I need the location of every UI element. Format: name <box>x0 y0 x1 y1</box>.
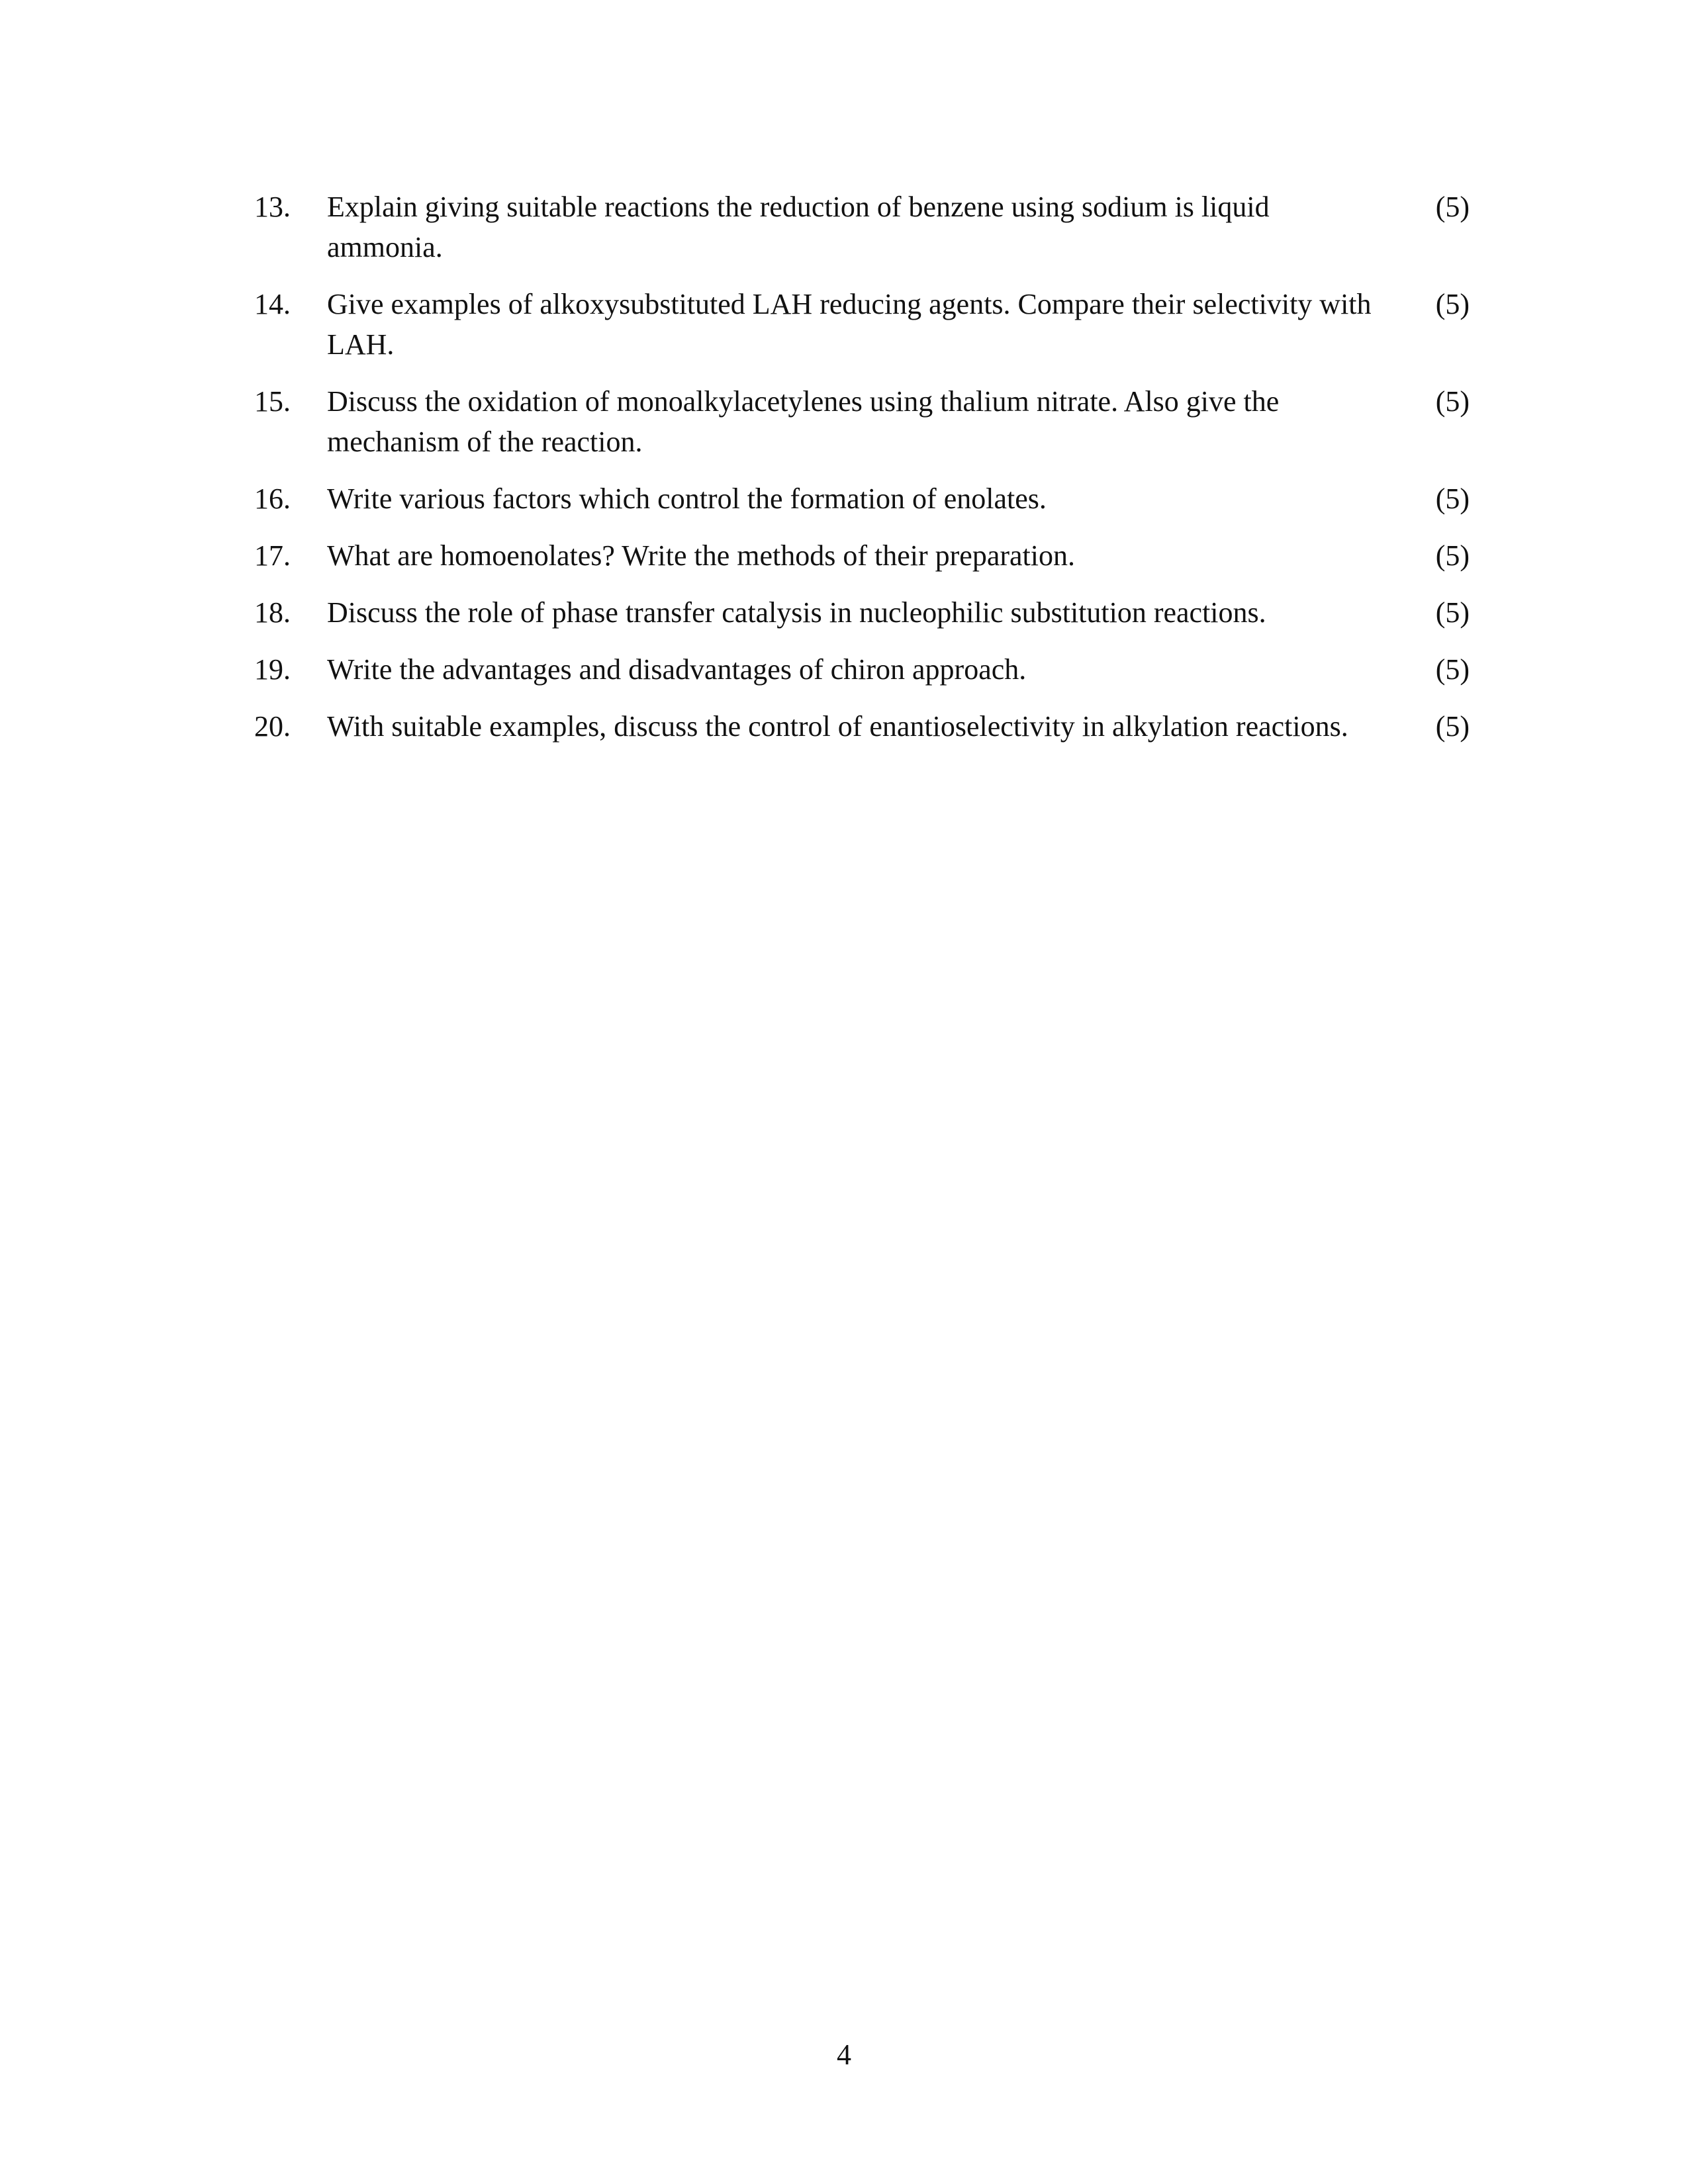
question-text: Write the advantages and disadvantages of chiron approach. <box>327 653 1027 686</box>
question-text: Explain giving suitable reactions the reduction of benzene using sodium is liquid ammonia. <box>327 191 1270 263</box>
question-number: 18. <box>254 596 291 629</box>
question-number: 16. <box>254 482 291 515</box>
question-number: 13. <box>254 191 291 223</box>
question-number: 15. <box>254 385 291 418</box>
question-number: 14. <box>254 288 291 320</box>
question-number: 17. <box>254 539 291 572</box>
question-text: With suitable examples, discuss the control of enantioselectivity in alkylation reactions. <box>327 710 1348 743</box>
question-text: What are homoenolates? Write the methods of their preparation. <box>327 539 1075 572</box>
question-item <box>254 535 1470 576</box>
question-item <box>254 649 1470 690</box>
question-text: Discuss the oxidation of monoalkylacetylenes using thalium nitrate. Also give the mechanism of the reaction. <box>327 385 1280 458</box>
question-text: Give examples of alkoxysubstituted LAH reducing agents. Compare their selectivity with LAH. <box>327 288 1372 361</box>
question-item <box>254 284 1470 365</box>
question-item <box>254 592 1470 633</box>
question-marks: (5) <box>1435 288 1470 320</box>
page-number: 4 <box>837 2038 851 2071</box>
question-item <box>254 478 1470 519</box>
question-marks: (5) <box>1435 191 1470 223</box>
question-marks: (5) <box>1435 596 1470 629</box>
question-marks: (5) <box>1435 385 1470 418</box>
question-marks: (5) <box>1435 653 1470 686</box>
question-item <box>254 381 1470 462</box>
question-text: Discuss the role of phase transfer catalysis in nucleophilic substitution reactions. <box>327 596 1266 629</box>
question-marks: (5) <box>1435 539 1470 572</box>
question-text: Write various factors which control the formation of enolates. <box>327 482 1047 515</box>
question-number: 20. <box>254 710 291 743</box>
question-number: 19. <box>254 653 291 686</box>
question-item <box>254 706 1470 747</box>
question-marks: (5) <box>1435 482 1470 515</box>
question-item <box>254 187 1470 267</box>
question-marks: (5) <box>1435 710 1470 743</box>
question-list <box>254 187 1470 763</box>
